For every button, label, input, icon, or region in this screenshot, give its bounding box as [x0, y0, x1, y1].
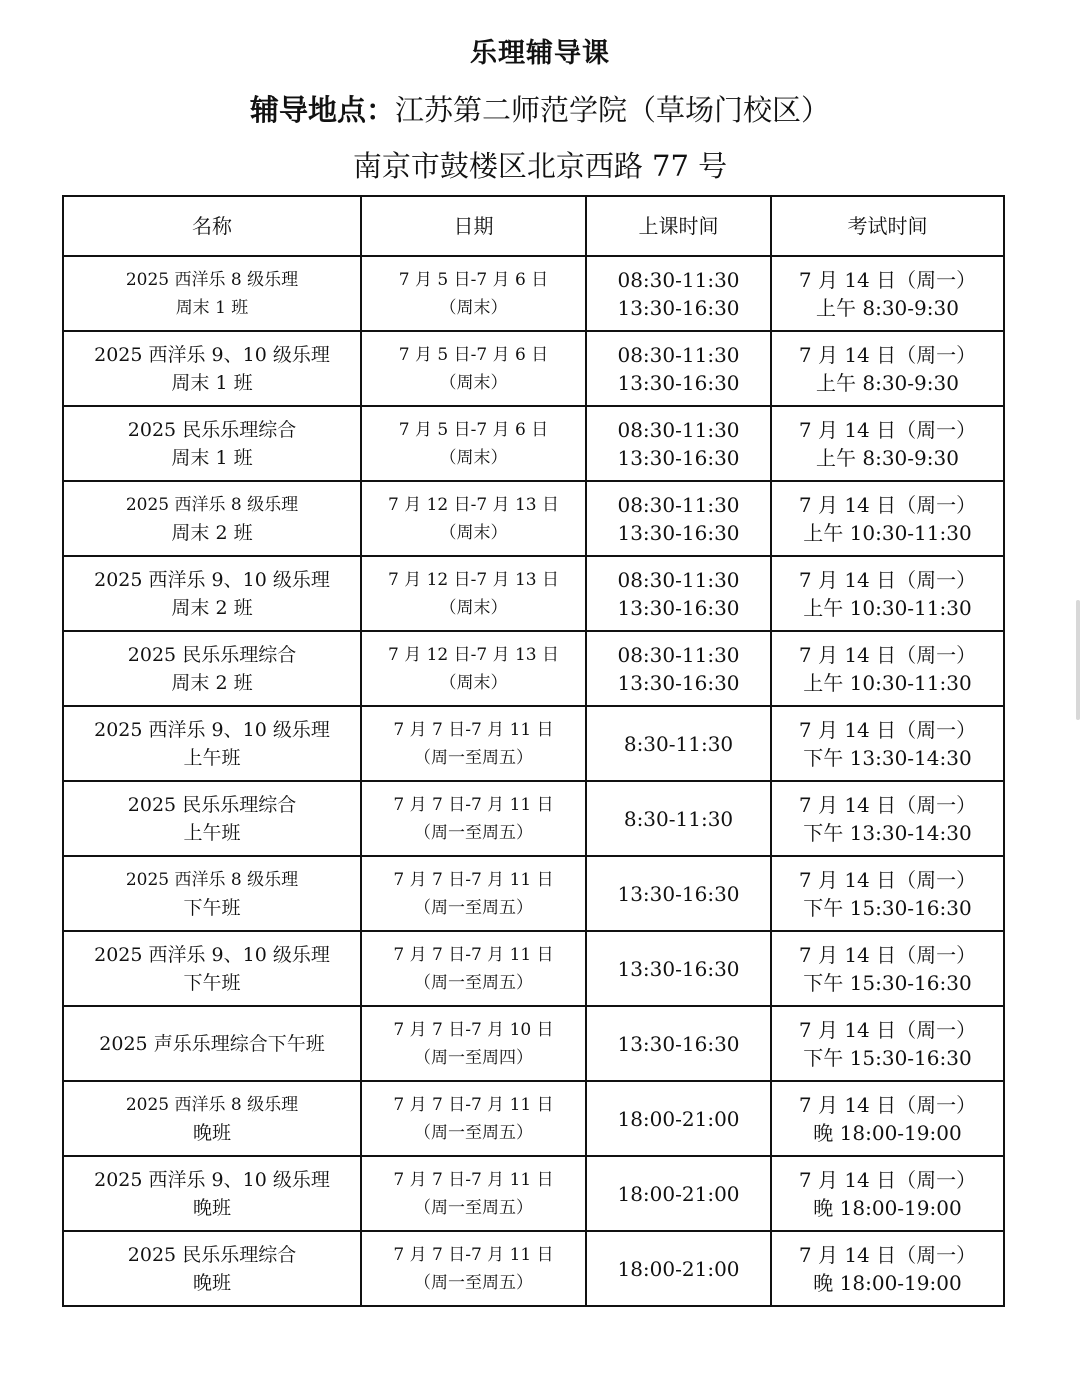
cell-date — [361, 706, 586, 781]
cell-line: 2025 西洋乐 8 级乐理 — [125, 1094, 299, 1115]
cell-class-time — [586, 481, 771, 556]
cell-line: （周一至周五） — [414, 972, 533, 993]
cell-course-name — [63, 706, 361, 781]
cell-line: 08:30-11:30 — [617, 492, 740, 517]
schedule-body — [63, 256, 1004, 1306]
cell-line: 上午 10:30-11:30 — [803, 595, 972, 620]
cell-course-name — [63, 856, 361, 931]
cell-exam-time — [771, 256, 1004, 331]
cell-line: 2025 民乐乐理综合 — [127, 643, 297, 666]
cell-date — [361, 1081, 586, 1156]
cell-line: 7 月 14 日（周一） — [798, 867, 977, 892]
cell-line: （周末） — [439, 597, 508, 618]
cell-line: 18:00-21:00 — [617, 1256, 740, 1281]
header-date: 日期 — [361, 196, 586, 256]
cell-line: 7 月 5 日-7 月 6 日 — [398, 419, 549, 440]
cell-class-time — [586, 856, 771, 931]
cell-line: 周末 2 班 — [171, 596, 253, 619]
cell-line: 13:30-16:30 — [617, 956, 740, 981]
cell-line: 13:30-16:30 — [617, 595, 740, 620]
cell-exam-time — [771, 1156, 1004, 1231]
cell-exam-time — [771, 631, 1004, 706]
cell-class-time — [586, 781, 771, 856]
cell-course-name — [63, 1231, 361, 1306]
cell-class-time — [586, 1156, 771, 1231]
cell-line: 下午 15:30-16:30 — [803, 970, 972, 995]
cell-line: （周末） — [439, 372, 508, 393]
cell-line: 周末 2 班 — [171, 521, 253, 544]
cell-line: 7 月 7 日-7 月 11 日 — [393, 794, 554, 815]
cell-line: 下午班 — [183, 971, 241, 994]
cell-date — [361, 1231, 586, 1306]
cell-line: 7 月 7 日-7 月 11 日 — [393, 1244, 554, 1265]
cell-line: 晚 18:00-19:00 — [813, 1195, 962, 1220]
cell-course-name — [63, 1081, 361, 1156]
cell-line: 下午 15:30-16:30 — [803, 1045, 972, 1070]
cell-course-name — [63, 631, 361, 706]
cell-exam-time — [771, 781, 1004, 856]
cell-line: 上午班 — [183, 746, 241, 769]
cell-line: 晚班 — [192, 1121, 231, 1144]
cell-line: 2025 西洋乐 9、10 级乐理 — [94, 1168, 330, 1191]
cell-line: 7 月 14 日（周一） — [798, 942, 977, 967]
cell-date — [361, 781, 586, 856]
cell-class-time — [586, 931, 771, 1006]
cell-line: （周末） — [439, 447, 508, 468]
cell-line: 2025 西洋乐 8 级乐理 — [125, 869, 299, 890]
header-exam-time: 考试时间 — [771, 196, 1004, 256]
cell-line: 08:30-11:30 — [617, 342, 740, 367]
cell-date — [361, 406, 586, 481]
cell-course-name — [63, 331, 361, 406]
cell-line: 8:30-11:30 — [623, 731, 734, 756]
cell-line: 13:30-16:30 — [617, 1031, 740, 1056]
cell-line: 7 月 7 日-7 月 11 日 — [393, 719, 554, 740]
cell-class-time — [586, 331, 771, 406]
cell-date — [361, 1156, 586, 1231]
cell-class-time — [586, 556, 771, 631]
cell-line: 7 月 7 日-7 月 11 日 — [393, 1169, 554, 1190]
cell-line: 13:30-16:30 — [617, 295, 740, 320]
cell-class-time — [586, 256, 771, 331]
cell-exam-time — [771, 856, 1004, 931]
cell-line: （周末） — [439, 672, 508, 693]
table-row — [63, 1006, 1004, 1081]
cell-class-time — [586, 706, 771, 781]
cell-line: 13:30-16:30 — [617, 520, 740, 545]
cell-exam-time — [771, 1006, 1004, 1081]
page-edge-mark — [1076, 600, 1080, 720]
cell-course-name — [63, 781, 361, 856]
table-row — [63, 406, 1004, 481]
cell-date — [361, 856, 586, 931]
cell-line: （周一至周五） — [414, 822, 533, 843]
cell-line: 7 月 14 日（周一） — [798, 792, 977, 817]
cell-line: 2025 民乐乐理综合 — [127, 418, 297, 441]
cell-line: 7 月 14 日（周一） — [798, 342, 977, 367]
cell-date — [361, 631, 586, 706]
cell-exam-time — [771, 556, 1004, 631]
cell-line: 7 月 7 日-7 月 11 日 — [393, 1094, 554, 1115]
cell-line: 2025 西洋乐 9、10 级乐理 — [94, 718, 330, 741]
header-class-time: 上课时间 — [586, 196, 771, 256]
cell-class-time — [586, 1231, 771, 1306]
table-row — [63, 1081, 1004, 1156]
cell-line: 7 月 14 日（周一） — [798, 417, 977, 442]
cell-course-name — [63, 931, 361, 1006]
cell-line: 2025 民乐乐理综合 — [127, 793, 297, 816]
cell-line: 08:30-11:30 — [617, 567, 740, 592]
cell-line: 7 月 12 日-7 月 13 日 — [387, 644, 560, 665]
cell-line: 7 月 12 日-7 月 13 日 — [387, 569, 560, 590]
cell-line: （周一至周五） — [414, 1272, 533, 1293]
cell-line: （周一至周五） — [414, 747, 533, 768]
cell-line: 08:30-11:30 — [617, 267, 740, 292]
cell-line: 周末 2 班 — [171, 671, 253, 694]
cell-line: 下午 15:30-16:30 — [803, 895, 972, 920]
schedule-table — [62, 195, 1005, 1307]
location-line — [0, 88, 1080, 132]
cell-line: （周一至周五） — [414, 1197, 533, 1218]
cell-line: 7 月 7 日-7 月 10 日 — [393, 1019, 554, 1040]
cell-exam-time — [771, 406, 1004, 481]
cell-line: （周一至周四） — [414, 1047, 533, 1068]
cell-line: 08:30-11:30 — [617, 642, 740, 667]
cell-line: 7 月 14 日（周一） — [798, 1242, 977, 1267]
cell-line: 7 月 5 日-7 月 6 日 — [398, 344, 549, 365]
cell-line: 周末 1 班 — [171, 446, 253, 469]
cell-line: 晚 18:00-19:00 — [813, 1270, 962, 1295]
table-row — [63, 1231, 1004, 1306]
cell-line: 7 月 14 日（周一） — [798, 492, 977, 517]
cell-line: 7 月 14 日（周一） — [798, 642, 977, 667]
cell-line: 晚 18:00-19:00 — [813, 1120, 962, 1145]
cell-line: 周末 1 班 — [171, 371, 253, 394]
cell-class-time — [586, 406, 771, 481]
cell-course-name — [63, 256, 361, 331]
cell-course-name — [63, 406, 361, 481]
table-row — [63, 256, 1004, 331]
cell-line: 18:00-21:00 — [617, 1106, 740, 1131]
table-row — [63, 856, 1004, 931]
cell-line: 上午 10:30-11:30 — [803, 520, 972, 545]
cell-line: 7 月 7 日-7 月 11 日 — [393, 869, 554, 890]
cell-line: 上午班 — [183, 821, 241, 844]
cell-class-time — [586, 631, 771, 706]
cell-line: 下午班 — [183, 896, 241, 919]
table-header-row — [63, 196, 1004, 256]
cell-date — [361, 556, 586, 631]
table-row — [63, 631, 1004, 706]
cell-line: 上午 8:30-9:30 — [816, 370, 959, 395]
cell-line: （周一至周五） — [414, 1122, 533, 1143]
cell-exam-time — [771, 481, 1004, 556]
cell-line: 2025 声乐乐理综合下午班 — [99, 1032, 325, 1055]
cell-exam-time — [771, 1081, 1004, 1156]
cell-exam-time — [771, 331, 1004, 406]
cell-line: 上午 10:30-11:30 — [803, 670, 972, 695]
location-value: 江苏第二师范学院（草场门校区） — [395, 93, 831, 127]
cell-date — [361, 1006, 586, 1081]
cell-line: 周末 1 班 — [175, 297, 249, 318]
table-row — [63, 331, 1004, 406]
cell-line: （周末） — [439, 522, 508, 543]
cell-line: （周末） — [439, 297, 508, 318]
cell-line: 7 月 14 日（周一） — [798, 1017, 977, 1042]
cell-line: 2025 民乐乐理综合 — [127, 1243, 297, 1266]
cell-line: 8:30-11:30 — [623, 806, 734, 831]
address-line: 南京市鼓楼区北京西路 77 号 — [352, 149, 728, 183]
cell-line: 下午 13:30-14:30 — [803, 820, 972, 845]
cell-line: 13:30-16:30 — [617, 370, 740, 395]
location-label: 辅导地点： — [249, 93, 395, 127]
table-row — [63, 706, 1004, 781]
cell-course-name — [63, 481, 361, 556]
cell-exam-time — [771, 931, 1004, 1006]
table-row — [63, 481, 1004, 556]
table-row — [63, 931, 1004, 1006]
cell-line: 7 月 14 日（周一） — [798, 1092, 977, 1117]
cell-date — [361, 931, 586, 1006]
cell-course-name — [63, 556, 361, 631]
cell-line: 2025 西洋乐 9、10 级乐理 — [94, 568, 330, 591]
header-name: 名称 — [63, 196, 361, 256]
table-row — [63, 556, 1004, 631]
cell-line: 晚班 — [192, 1271, 231, 1294]
document-title: 乐理辅导课 — [470, 38, 610, 69]
cell-line: 18:00-21:00 — [617, 1181, 740, 1206]
cell-date — [361, 256, 586, 331]
table-row — [63, 781, 1004, 856]
cell-line: （周一至周五） — [414, 897, 533, 918]
cell-line: 晚班 — [192, 1196, 231, 1219]
cell-line: 13:30-16:30 — [617, 445, 740, 470]
cell-line: 13:30-16:30 — [617, 670, 740, 695]
cell-line: 08:30-11:30 — [617, 417, 740, 442]
cell-date — [361, 331, 586, 406]
cell-line: 7 月 12 日-7 月 13 日 — [387, 494, 560, 515]
cell-line: 7 月 14 日（周一） — [798, 267, 977, 292]
cell-line: 7 月 5 日-7 月 6 日 — [398, 269, 549, 290]
cell-course-name — [63, 1006, 361, 1081]
cell-line: 7 月 7 日-7 月 11 日 — [393, 944, 554, 965]
cell-course-name — [63, 1156, 361, 1231]
cell-line: 2025 西洋乐 9、10 级乐理 — [94, 943, 330, 966]
cell-line: 7 月 14 日（周一） — [798, 567, 977, 592]
cell-line: 上午 8:30-9:30 — [816, 295, 959, 320]
cell-line: 上午 8:30-9:30 — [816, 445, 959, 470]
cell-line: 7 月 14 日（周一） — [798, 1167, 977, 1192]
cell-exam-time — [771, 1231, 1004, 1306]
cell-class-time — [586, 1081, 771, 1156]
cell-line: 13:30-16:30 — [617, 881, 740, 906]
cell-class-time — [586, 1006, 771, 1081]
cell-line: 2025 西洋乐 8 级乐理 — [125, 269, 299, 290]
table-row — [63, 1156, 1004, 1231]
cell-line: 2025 西洋乐 8 级乐理 — [125, 494, 299, 515]
cell-line: 7 月 14 日（周一） — [798, 717, 977, 742]
cell-exam-time — [771, 706, 1004, 781]
cell-date — [361, 481, 586, 556]
cell-line: 2025 西洋乐 9、10 级乐理 — [94, 343, 330, 366]
cell-line: 下午 13:30-14:30 — [803, 745, 972, 770]
